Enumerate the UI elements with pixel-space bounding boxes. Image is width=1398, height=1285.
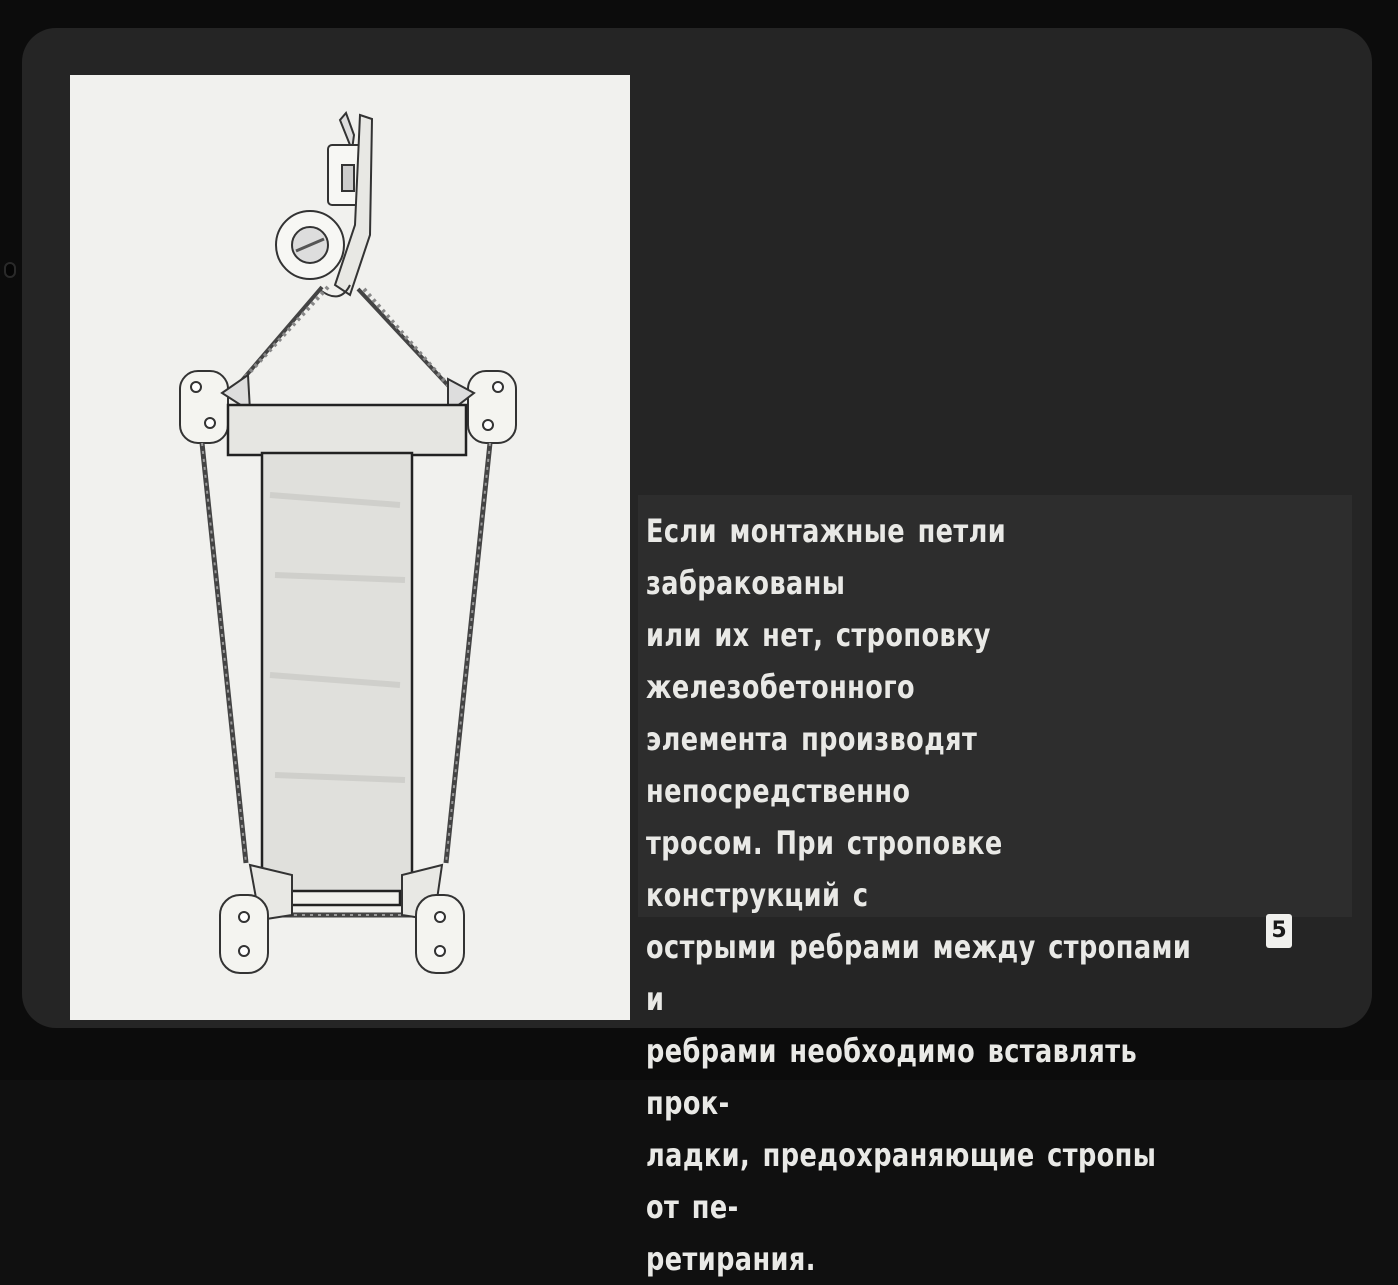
caption-line: острыми ребрами между стропами и xyxy=(646,928,1192,1018)
concrete-t-element xyxy=(228,405,466,905)
corner-pad-icon xyxy=(220,865,292,973)
caption-line: или их нет, строповку железобетонного xyxy=(646,616,991,706)
page-number: 5 xyxy=(1266,914,1292,948)
caption-line: ладки, предохраняющие стропы от пе- xyxy=(646,1136,1157,1226)
caption-line: ребрами необходимо вставлять прок- xyxy=(646,1032,1138,1122)
illustration-panel xyxy=(70,75,630,1020)
caption-line: Если монтажные петли забракованы xyxy=(646,512,1007,602)
caption-line: ретирания. xyxy=(646,1240,816,1278)
corner-pad-icon xyxy=(402,865,464,973)
filmstrip-slide xyxy=(22,28,1372,1278)
upper-rope xyxy=(238,287,455,393)
slinging-diagram-icon xyxy=(70,75,630,1020)
caption-text xyxy=(646,505,1198,1285)
caption-line: тросом. При строповке конструкций с xyxy=(646,824,1003,914)
caption-line: элемента производят непосредственно xyxy=(646,720,978,810)
film-sprocket-hole xyxy=(4,262,16,278)
crane-hook-icon xyxy=(276,113,372,296)
caption-box xyxy=(638,495,1352,1278)
